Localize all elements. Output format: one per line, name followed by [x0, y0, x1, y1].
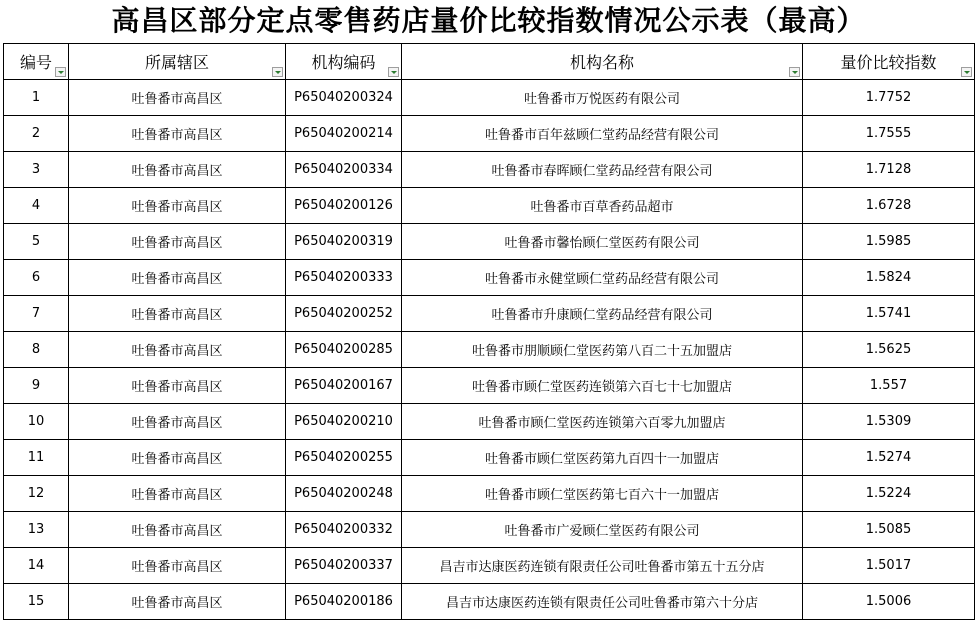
cell-code[interactable]: P65040200252	[286, 296, 402, 332]
cell-code[interactable]: P65040200324	[286, 80, 402, 116]
header-cell-no	[4, 44, 69, 80]
cell-index[interactable]: 1.7128	[803, 152, 975, 188]
cell-district[interactable]: 吐鲁番市高昌区	[69, 440, 286, 476]
cell-no[interactable]: 10	[4, 404, 69, 440]
table-row	[4, 116, 975, 152]
cell-district[interactable]: 吐鲁番市高昌区	[69, 296, 286, 332]
cell-code[interactable]: P65040200186	[286, 584, 402, 620]
cell-no[interactable]: 9	[4, 368, 69, 404]
header-cell-index	[803, 44, 975, 80]
cell-no[interactable]: 6	[4, 260, 69, 296]
cell-district[interactable]: 吐鲁番市高昌区	[69, 404, 286, 440]
cell-name[interactable]: 吐鲁番市顾仁堂医药连锁第六百零九加盟店	[402, 404, 803, 440]
cell-no[interactable]: 4	[4, 188, 69, 224]
cell-code[interactable]: P65040200210	[286, 404, 402, 440]
header-cell-district	[69, 44, 286, 80]
cell-district[interactable]: 吐鲁番市高昌区	[69, 332, 286, 368]
filter-dropdown-icon[interactable]	[388, 67, 399, 77]
table-row	[4, 584, 975, 620]
cell-no[interactable]: 2	[4, 116, 69, 152]
filter-dropdown-icon[interactable]	[272, 67, 283, 77]
table-header	[4, 44, 975, 80]
cell-no[interactable]: 3	[4, 152, 69, 188]
cell-code[interactable]: P65040200248	[286, 476, 402, 512]
cell-code[interactable]: P65040200255	[286, 440, 402, 476]
cell-index[interactable]: 1.5006	[803, 584, 975, 620]
cell-name[interactable]: 吐鲁番市顾仁堂医药第九百四十一加盟店	[402, 440, 803, 476]
table-row	[4, 224, 975, 260]
header-label-index: 量价比较指数	[840, 53, 937, 72]
table-row	[4, 80, 975, 116]
cell-index[interactable]: 1.5224	[803, 476, 975, 512]
header-row	[4, 44, 975, 80]
cell-code[interactable]: P65040200167	[286, 368, 402, 404]
cell-index[interactable]: 1.5274	[803, 440, 975, 476]
header-label-code: 机构编码	[311, 53, 376, 72]
cell-index[interactable]: 1.5017	[803, 548, 975, 584]
cell-district[interactable]: 吐鲁番市高昌区	[69, 548, 286, 584]
pharmacy-price-index-table	[3, 43, 975, 620]
cell-name[interactable]: 吐鲁番市万悦医药有限公司	[402, 80, 803, 116]
cell-name[interactable]: 吐鲁番市春晖顾仁堂药品经营有限公司	[402, 152, 803, 188]
cell-no[interactable]: 13	[4, 512, 69, 548]
cell-name[interactable]: 吐鲁番市升康顾仁堂药品经营有限公司	[402, 296, 803, 332]
cell-index[interactable]: 1.7555	[803, 116, 975, 152]
table-row	[4, 404, 975, 440]
cell-no[interactable]: 8	[4, 332, 69, 368]
cell-name[interactable]: 吐鲁番市永健堂顾仁堂药品经营有限公司	[402, 260, 803, 296]
cell-district[interactable]: 吐鲁番市高昌区	[69, 152, 286, 188]
cell-district[interactable]: 吐鲁番市高昌区	[69, 584, 286, 620]
cell-code[interactable]: P65040200337	[286, 548, 402, 584]
table-row	[4, 188, 975, 224]
cell-code[interactable]: P65040200333	[286, 260, 402, 296]
header-cell-code	[286, 44, 402, 80]
cell-code[interactable]: P65040200126	[286, 188, 402, 224]
cell-district[interactable]: 吐鲁番市高昌区	[69, 188, 286, 224]
cell-index[interactable]: 1.557	[803, 368, 975, 404]
filter-dropdown-icon[interactable]	[789, 67, 800, 77]
cell-no[interactable]: 5	[4, 224, 69, 260]
cell-name[interactable]: 吐鲁番市馨怡顾仁堂医药有限公司	[402, 224, 803, 260]
cell-no[interactable]: 12	[4, 476, 69, 512]
cell-no[interactable]: 7	[4, 296, 69, 332]
header-cell-name	[402, 44, 803, 80]
header-label-district: 所属辖区	[144, 53, 209, 72]
table-row	[4, 332, 975, 368]
cell-index[interactable]: 1.5309	[803, 404, 975, 440]
cell-no[interactable]: 15	[4, 584, 69, 620]
cell-no[interactable]: 1	[4, 80, 69, 116]
cell-code[interactable]: P65040200332	[286, 512, 402, 548]
cell-name[interactable]: 吐鲁番市百年兹顾仁堂药品经营有限公司	[402, 116, 803, 152]
cell-district[interactable]: 吐鲁番市高昌区	[69, 512, 286, 548]
filter-dropdown-icon[interactable]	[961, 67, 972, 77]
cell-district[interactable]: 吐鲁番市高昌区	[69, 476, 286, 512]
cell-index[interactable]: 1.5085	[803, 512, 975, 548]
header-label-no: 编号	[19, 53, 52, 72]
table-row	[4, 368, 975, 404]
table-row	[4, 476, 975, 512]
cell-name[interactable]: 吐鲁番市广爱顾仁堂医药有限公司	[402, 512, 803, 548]
cell-district[interactable]: 吐鲁番市高昌区	[69, 80, 286, 116]
cell-code[interactable]: P65040200319	[286, 224, 402, 260]
cell-district[interactable]: 吐鲁番市高昌区	[69, 368, 286, 404]
cell-code[interactable]: P65040200214	[286, 116, 402, 152]
page-title: 高昌区部分定点零售药店量价比较指数情况公示表（最高）	[111, 4, 866, 37]
cell-code[interactable]: P65040200334	[286, 152, 402, 188]
cell-code[interactable]: P65040200285	[286, 332, 402, 368]
cell-index[interactable]: 1.5985	[803, 224, 975, 260]
cell-name[interactable]: 吐鲁番市顾仁堂医药连锁第六百七十七加盟店	[402, 368, 803, 404]
table-row	[4, 548, 975, 584]
cell-name[interactable]: 昌吉市达康医药连锁有限责任公司吐鲁番市第五十五分店	[402, 548, 803, 584]
cell-district[interactable]: 吐鲁番市高昌区	[69, 116, 286, 152]
table-row	[4, 260, 975, 296]
cell-index[interactable]: 1.6728	[803, 188, 975, 224]
filter-dropdown-icon[interactable]	[55, 67, 66, 77]
table-body	[4, 80, 975, 620]
cell-index[interactable]: 1.5741	[803, 296, 975, 332]
cell-district[interactable]: 吐鲁番市高昌区	[69, 260, 286, 296]
cell-no[interactable]: 14	[4, 548, 69, 584]
table-row	[4, 440, 975, 476]
table-row	[4, 512, 975, 548]
cell-name[interactable]: 吐鲁番市朋顺顾仁堂医药第八百二十五加盟店	[402, 332, 803, 368]
cell-name[interactable]: 吐鲁番市百草香药品超市	[402, 188, 803, 224]
table-row	[4, 296, 975, 332]
cell-index[interactable]: 1.5625	[803, 332, 975, 368]
cell-index[interactable]: 1.5824	[803, 260, 975, 296]
table-row	[4, 152, 975, 188]
header-label-name: 机构名称	[569, 53, 634, 72]
cell-name[interactable]: 吐鲁番市顾仁堂医药第七百六十一加盟店	[402, 476, 803, 512]
cell-index[interactable]: 1.7752	[803, 80, 975, 116]
cell-no[interactable]: 11	[4, 440, 69, 476]
cell-name[interactable]: 昌吉市达康医药连锁有限责任公司吐鲁番市第六十分店	[402, 584, 803, 620]
cell-district[interactable]: 吐鲁番市高昌区	[69, 224, 286, 260]
